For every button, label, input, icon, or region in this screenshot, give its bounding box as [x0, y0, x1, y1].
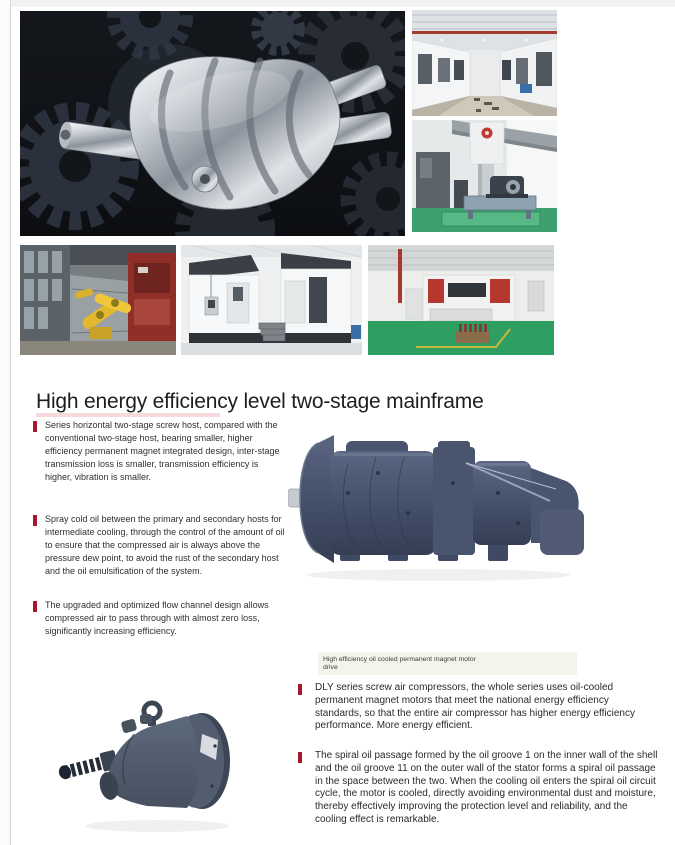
permanent-magnet-motor-photo [52, 686, 237, 838]
page-left-edge [0, 0, 11, 845]
feature-bullet-4 [298, 682, 658, 733]
cnc-machines-photo [181, 245, 362, 355]
feature-bullet-text: Series horizontal two-stage screw host, compared with the conventional two-stage host, bearing smaller, higher efficiency permanent magnet integrated design, inter-stage transmission loss is smaller, transmission efficiency is higher, vibration is smaller. [45, 420, 280, 482]
red-bullet-marker [298, 684, 302, 695]
measuring-machine-illustration [412, 120, 557, 232]
red-bullet-marker [33, 421, 37, 432]
feature-bullet-text: The spiral oil passage formed by the oil groove 1 on the inner wall of the shell and the oil groove 11 on the outer wall of the stator forms a spiral oil passage in the space between the two. When the cooling oil enters the spiral oil circuit cycle, the motor is cooled, directly avoiding environmental dust and moisture, thereby effectively improving the protection level and reliability, and the cooling effect is remarkable. [315, 750, 658, 825]
red-bullet-marker [33, 601, 37, 612]
feature-label-text: High efficiency oil cooled permanent magnet motor drive [323, 655, 476, 671]
feature-bullet-text: Spray cold oil between the primary and secondary hosts for intermediate cooling, through the control of the amount of oil to ensure that the compressed air is always above the pressure dew point, to avoid the rust of the secondary host and the oil emulsification of the system. [45, 514, 285, 576]
measuring-machine-photo [412, 120, 557, 232]
feature-label [318, 652, 577, 675]
factory-hall-photo [412, 10, 557, 116]
feature-bullet-5 [298, 750, 658, 827]
feature-bullet-3 [33, 599, 285, 638]
page-top-edge [0, 0, 675, 7]
feature-bullet-1 [33, 419, 285, 484]
screw-rotor-photo [20, 11, 405, 236]
robot-line-photo [20, 245, 176, 355]
two-stage-compressor-illustration [288, 423, 590, 588]
green-floor-workshop-photo [368, 245, 554, 355]
two-stage-compressor-photo [288, 423, 590, 588]
factory-hall-illustration [412, 10, 557, 116]
green-floor-workshop-illustration [368, 245, 554, 355]
red-bullet-marker [33, 515, 37, 526]
robot-line-illustration [20, 245, 176, 355]
feature-bullet-2 [33, 513, 285, 578]
page-title: High energy efficiency level two-stage mainframe [36, 390, 484, 414]
cnc-machines-illustration [181, 245, 362, 355]
red-bullet-marker [298, 752, 302, 763]
feature-bullet-text: DLY series screw air compressors, the whole series uses oil-cooled permanent magnet motors that meet the national energy efficiency standards, so that the entire air compressor has higher energy efficiency performance. More energy efficient. [315, 682, 635, 732]
feature-bullet-text: The upgraded and optimized flow channel design allows compressed air to pass through with almost zero loss, significantly increasing efficiency. [45, 600, 269, 636]
title-underline [36, 413, 220, 417]
screw-rotor-illustration [20, 11, 405, 236]
permanent-magnet-motor-illustration [52, 686, 237, 838]
